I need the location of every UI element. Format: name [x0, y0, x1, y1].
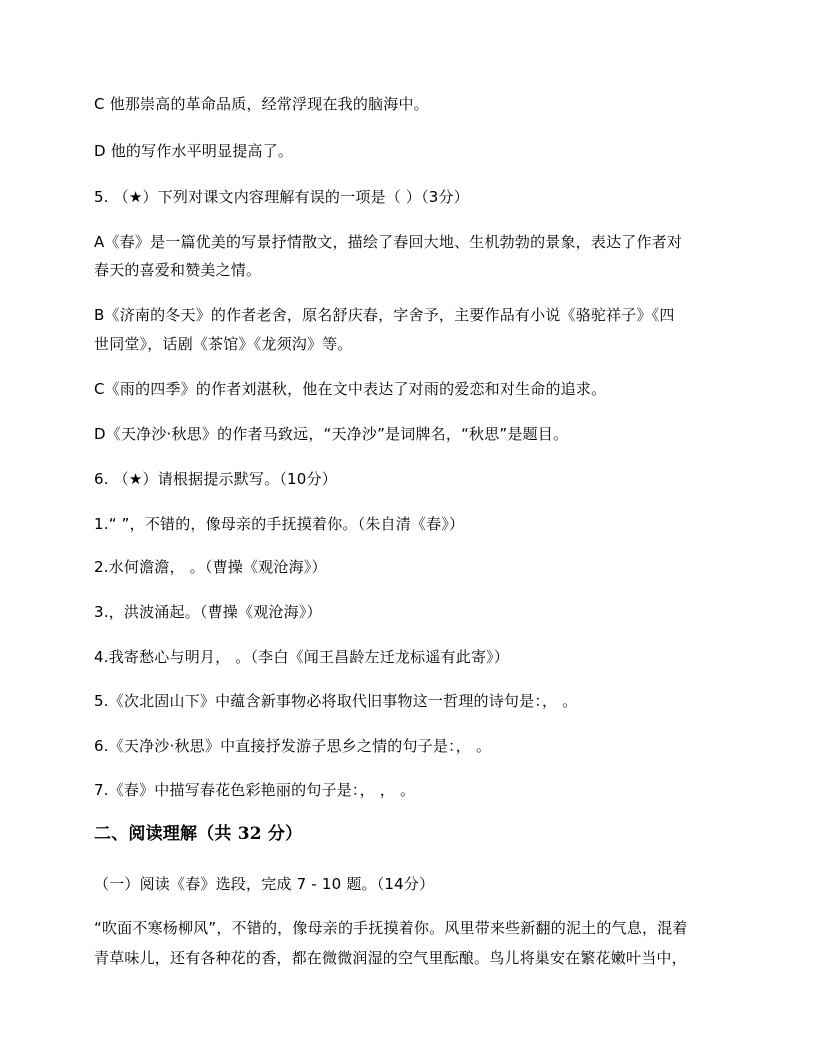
q5-option-b-line-2: 世同堂》，话剧《茶馆》《龙须沟》等。	[94, 335, 353, 353]
q6-item-2: 2.水何澹澹， 。（曹操《观沧海》）	[94, 558, 327, 576]
q5-option-a-line-1: A《春》是一篇优美的写景抒情散文，描绘了春回大地、生机勃勃的景象，表达了作者对	[94, 233, 683, 251]
passage-line-1: “吹面不寒杨柳风”，不错的，像母亲的手抚摸着你。风里带来些新翻的泥土的气息，混着	[94, 919, 688, 937]
q6-item-7: 7.《春》中描写春花色彩艳丽的句子是：， ， 。	[94, 781, 416, 799]
option-d-line: D 他的写作水平明显提高了。	[94, 142, 294, 160]
q6-item-4: 4.我寄愁心与明月， 。（李白《闻王昌龄左迁龙标遥有此寄》）	[94, 648, 510, 666]
q5-option-d: D《天净沙·秋思》的作者马致远，“天净沙”是词牌名，“秋思”是题目。	[94, 425, 569, 443]
q5-option-b-line-1: B《济南的冬天》的作者老舍，原名舒庆春，字舍予，主要作品有小说《骆驼祥子》《四	[94, 306, 675, 324]
q6-item-5: 5.《次北固山下》中蕴含新事物必将取代旧事物这一哲理的诗句是：， 。	[94, 692, 578, 710]
q5-option-a-line-2: 春天的喜爱和赞美之情。	[94, 261, 262, 279]
question-5: 5. （★）下列对课文内容理解有误的一项是（ ）（3分）	[94, 188, 469, 206]
passage-line-2: 青草味儿，还有各种花的香，都在微微润湿的空气里酝酿。鸟儿将巢安在繁花嫩叶当中，	[94, 949, 687, 967]
q5-option-c: C《雨的四季》的作者刘湛秋，他在文中表达了对雨的爱恋和对生命的追求。	[94, 380, 607, 398]
question-6: 6. （★）请根据提示默写。（10分）	[94, 470, 337, 488]
section-heading: 二、阅读理解（共 32 分）	[94, 824, 303, 844]
reading-intro: （一）阅读《春》选段，完成 7 - 10 题。（14分）	[94, 875, 435, 893]
q6-item-1: 1.“ ”，不错的，像母亲的手抚摸着你。（朱自清《春》）	[94, 515, 465, 533]
q6-item-6: 6.《天净沙·秋思》中直接抒发游子思乡之情的句子是：， 。	[94, 737, 492, 755]
option-c-line: C 他那崇高的革命品质，经常浮现在我的脑海中。	[94, 95, 429, 113]
q6-item-3: 3.，洪波涌起。（曹操《观沧海》）	[94, 603, 322, 621]
